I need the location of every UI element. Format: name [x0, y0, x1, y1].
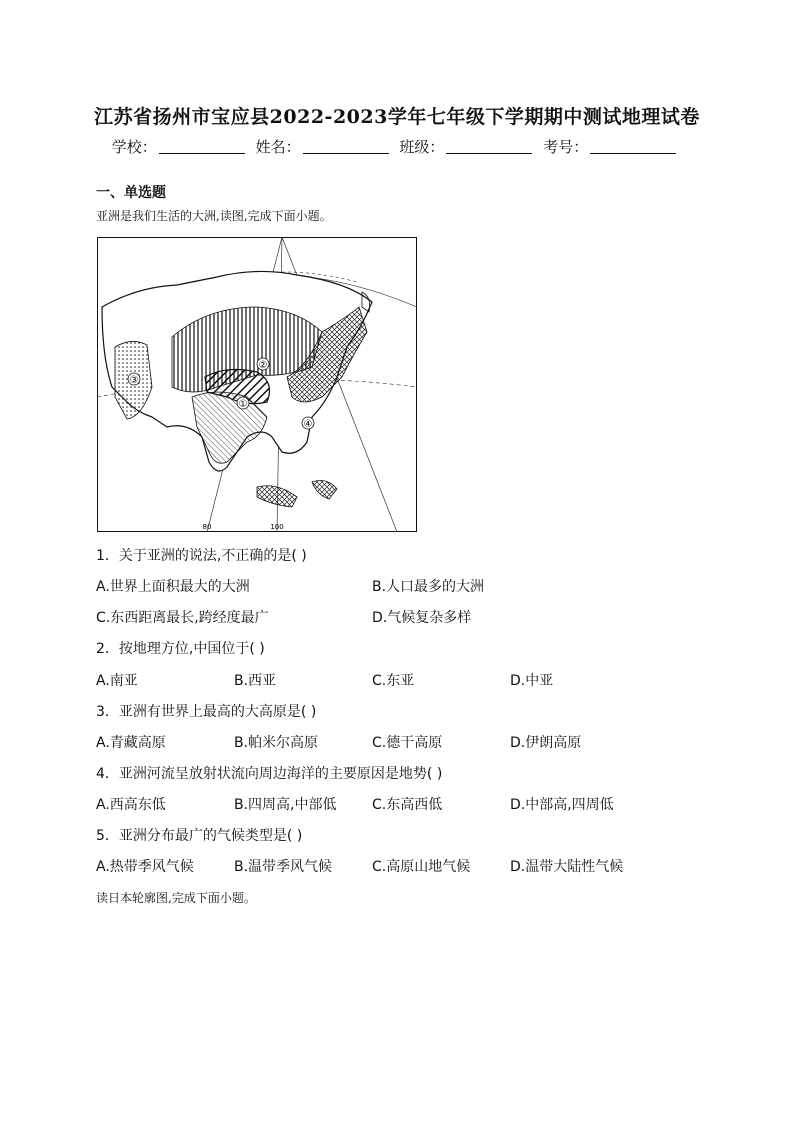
question-2-option-c[interactable]: C.东亚 [372, 673, 415, 689]
map-marker-2: ② [258, 360, 268, 371]
question-2-stem: 2．按地理方位,中国位于( ) [96, 641, 265, 657]
question-5-option-d[interactable]: D.温带大陆性气候 [510, 859, 624, 875]
name-blank[interactable] [303, 139, 389, 154]
map-marker-4: ④ [303, 419, 313, 430]
question-4-stem: 4．亚洲河流呈放射状流向周边海洋的主要原因是地势( ) [96, 766, 443, 782]
question-1-stem: 1．关于亚洲的说法,不正确的是( ) [96, 548, 307, 564]
exam-number-label: 考号： [543, 138, 589, 156]
class-blank[interactable] [446, 139, 532, 154]
map-marker-1: ① [238, 399, 248, 410]
question-5-stem: 5．亚洲分布最广的气候类型是( ) [96, 828, 303, 844]
question-5-option-c[interactable]: C.高原山地气候 [372, 859, 471, 875]
map-marker-3: ③ [129, 375, 139, 386]
intro-text-japan: 读日本轮廓图,完成下面小题。 [96, 891, 256, 905]
question-1-option-d[interactable]: D.气候复杂多样 [372, 610, 472, 626]
class-label: 班级： [399, 138, 445, 156]
question-4-option-d[interactable]: D.中部高,四周低 [510, 797, 614, 813]
exam-title: 江苏省扬州市宝应县2022-2023学年七年级下学期期中测试地理试卷 [94, 106, 700, 128]
question-3-option-c[interactable]: C.德干高原 [372, 735, 443, 751]
intro-text-asia: 亚洲是我们生活的大洲,读图,完成下面小题。 [96, 209, 332, 223]
question-3-stem: 3．亚洲有世界上最高的大高原是( ) [96, 704, 317, 720]
longitude-label-100: 100 [270, 523, 284, 531]
question-1-option-c[interactable]: C.东西距离最长,跨经度最广 [96, 610, 269, 626]
name-label: 姓名： [255, 138, 301, 156]
question-4-option-c[interactable]: C.东高西低 [372, 797, 443, 813]
exam-number-blank[interactable] [590, 139, 676, 154]
question-2-option-a[interactable]: A.南亚 [96, 673, 138, 689]
question-2-option-d[interactable]: D.中亚 [510, 673, 554, 689]
asia-map [97, 237, 417, 532]
question-5-option-b[interactable]: B.温带季风气候 [234, 859, 333, 875]
question-3-option-a[interactable]: A.青藏高原 [96, 735, 166, 751]
school-blank[interactable] [159, 139, 245, 154]
question-3-option-b[interactable]: B.帕米尔高原 [234, 735, 319, 751]
question-1-option-b[interactable]: B.人口最多的大洲 [372, 579, 485, 595]
question-5-option-a[interactable]: A.热带季风气候 [96, 859, 194, 875]
section-heading: 一、单选题 [96, 185, 166, 201]
question-4-option-a[interactable]: A.西高东低 [96, 797, 166, 813]
question-3-option-d[interactable]: D.伊朗高原 [510, 735, 582, 751]
question-2-option-b[interactable]: B.西亚 [234, 673, 277, 689]
question-4-option-b[interactable]: B.四周高,中部低 [234, 797, 337, 813]
question-1-option-a[interactable]: A.世界上面积最大的大洲 [96, 579, 250, 595]
school-label: 学校： [111, 138, 157, 156]
longitude-label-80: 80 [202, 523, 212, 531]
student-info-line [0, 136, 794, 157]
